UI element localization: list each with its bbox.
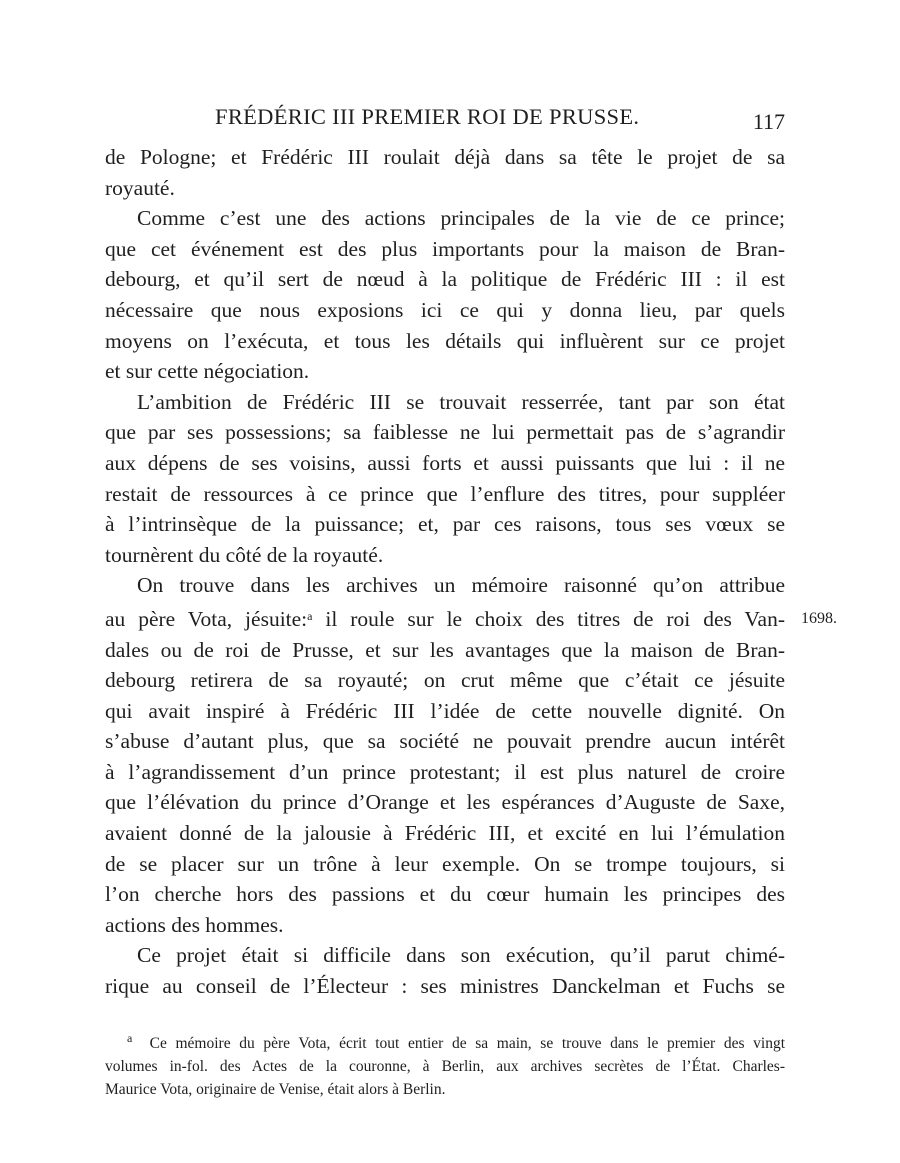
footnote-text: Ce mémoire du père Vota, écrit tout entier de sa main, se trouve dans le premier des vingt (149, 1035, 785, 1052)
text-line: nécessaire que nous exposions ici ce qui y donna lieu, par quels (105, 297, 785, 322)
paragraph (105, 570, 785, 940)
text-line: l’on cherche hors des passions et du cœur humain les principes des (105, 882, 785, 907)
text-line: et sur cette négociation. (105, 359, 310, 384)
text-line: rique au conseil de l’Électeur : ses ministres Danckelman et Fuchs se (105, 974, 785, 999)
text-line: tournèrent du côté de la royauté. (105, 542, 384, 567)
text-line: de se placer sur un trône à leur exemple. On se trompe toujours, si (105, 851, 785, 876)
text-line: L’ambition de Frédéric III se trouvait resserrée, tant par son état (137, 389, 785, 414)
text-line: avaient donné de la jalousie à Frédéric III, et excité en lui l’émulation (105, 821, 785, 846)
footnote-line: volumes in-fol. des Actes de la couronne, à Berlin, aux archives secrètes de l’État. Charles- (105, 1058, 785, 1075)
text-line: moyens on l’exécuta, et tous les détails qui influèrent sur ce projet (105, 328, 785, 353)
paragraph (105, 203, 785, 387)
text-line: Ce projet était si difficile dans son exécution, qu’il parut chimé- (137, 943, 785, 968)
footnote-marker: a (127, 1031, 133, 1045)
running-title: FRÉDÉRIC III PREMIER ROI DE PRUSSE. (215, 104, 640, 129)
text-line: debourg retirera de sa royauté; on crut même que c’était ce jésuite (105, 668, 785, 693)
margin-note-date: 1698. (801, 610, 837, 627)
text-line: aux dépens de ses voisins, aussi forts et aussi puissants que lui : il ne (105, 450, 785, 475)
text-line: actions des hommes. (105, 912, 284, 937)
text-line: à l’agrandissement d’un prince protestant; il est plus naturel de croire (105, 759, 785, 784)
text-line: royauté. (105, 175, 175, 200)
text-line: de Pologne; et Frédéric III roulait déjà dans sa tête le projet de sa (105, 145, 785, 169)
text-line: restait de ressources à ce prince que l’enflure des titres, pour suppléer (105, 481, 785, 506)
running-head (105, 104, 785, 136)
page-number: 117 (752, 109, 785, 134)
paragraph (105, 142, 785, 203)
paragraph (105, 940, 785, 1001)
footnote-reference: a (307, 608, 313, 623)
text-line: que l’élévation du prince d’Orange et les espérances d’Auguste de Saxe, (105, 790, 785, 815)
text-line: Comme c’est une des actions principales de la vie de ce prince; (137, 206, 785, 231)
footnote-line (105, 1027, 785, 1055)
text-line: que par ses possessions; sa faiblesse ne lui permettait pas de s’agrandir (105, 420, 785, 445)
text-line: à l’intrinsèque de la puissance; et, par ces raisons, tous ses vœux se (105, 512, 785, 537)
text-line: qui avait inspiré à Frédéric III l’idée de cette nouvelle dignité. On (105, 698, 785, 723)
body-text (105, 142, 785, 1002)
text-fragment: il roule sur le choix des titres de roi des Van- (325, 606, 785, 631)
paragraph (105, 387, 785, 571)
footnote (105, 1027, 785, 1101)
text-line: dales ou de roi de Prusse, et sur les avantages que la maison de Bran- (105, 637, 785, 662)
text-line: s’abuse d’autant plus, que sa société ne pouvait prendre aucun intérêt (105, 729, 785, 754)
footnote-line: Maurice Vota, originaire de Venise, était alors à Berlin. (105, 1081, 446, 1098)
text-line: que cet événement est des plus importants pour la maison de Bran- (105, 236, 785, 261)
text-line: On trouve dans les archives un mémoire raisonné qu’on attribue (137, 573, 785, 598)
text-line: debourg, et qu’il sert de nœud à la politique de Frédéric III : il est (105, 267, 785, 292)
text-line (105, 601, 785, 635)
text-fragment: au père Vota, jésuite: (105, 606, 308, 631)
